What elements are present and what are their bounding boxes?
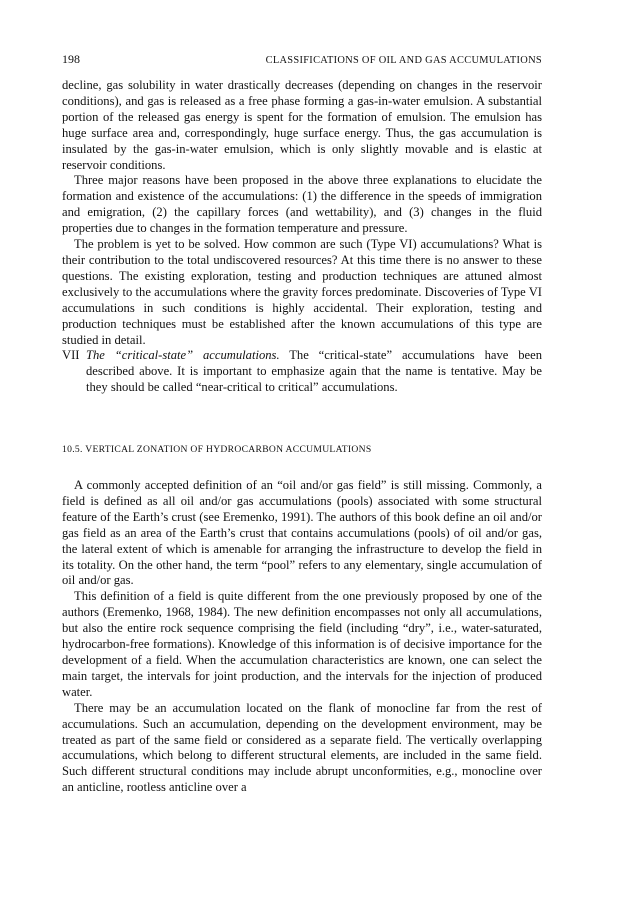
- list-item-body: [86, 348, 542, 396]
- paragraph: This definition of a field is quite different from the one previously proposed by one of the authors (Eremenko, 1968, 1984). The new definition encompasses not only all accumulations, but also the entire rock sequence comprising the field (including “dry”, i.e., water-saturated, hydrocarbon-free formations). Knowledge of this information is of decisive importance for the development of a field. When the accumulation characteristics are known, one can select the main target, the intervals for joint production, and the intervals for the injection of produced water.: [62, 589, 542, 699]
- list-item-vii: [62, 348, 542, 396]
- paragraph: The problem is yet to be solved. How common are such (Type VI) accumulations? What is their contribution to the total undiscovered resources? At this time there is no answer to these questions. The existing exploration, testing and production techniques are attuned almost exclusively to the accumulations where the gravity forces predominate. Discoveries of Type VI accumulations in such conditions is highly accidental. Their exploration, testing and production techniques must be established after the known accumulations of this type are studied in detail.: [62, 237, 542, 347]
- list-item-number: VII: [62, 348, 80, 363]
- section-heading: 10.5. VERTICAL ZONATION OF HYDROCARBON ACCUMULATIONS: [62, 444, 372, 456]
- paragraph: decline, gas solubility in water drastically decreases (depending on changes in the reservoir conditions), and gas is released as a free phase forming a gas-in-water emulsion. A substantial portion of the released gas energy is spent for the formation of emulsion. The emulsion has huge surface area and, correspondingly, huge surface energy. Thus, the gas accumulation is insulated by the gas-in-water emulsion, which is only slightly movable and is elastic at reservoir conditions.: [62, 78, 542, 172]
- list-item-title: The “critical-state” accumulations.: [86, 348, 280, 363]
- page-number: 198: [62, 52, 80, 66]
- list-item-text: The “critical-state” accumulations have been described above. It is important to emphasize again that the name is tentative. May be they should be called “near-critical to critical” accumulations.: [86, 348, 542, 395]
- page: [62, 52, 542, 796]
- paragraph: Three major reasons have been proposed in the above three explanations to elucidate the formation and existence of the accumulations: (1) the difference in the speeds of immigration and emigration, (2) the capillary forces (and wettability), and (3) changes in the fluid properties due to changes in the formation temperature and pressure.: [62, 173, 542, 236]
- paragraph: There may be an accumulation located on the flank of monocline far from the rest of accumulations. Such an accumulation, depending on the development environment, may be treated as part of the same field or considered as a separate field. The vertically overlapping accumulations, which belong to different structural elements, are included in the same field. Such different structural conditions may include abrupt unconformities, e.g., monocline over an anticline, rootless anticline over a: [62, 700, 542, 795]
- running-title: CLASSIFICATIONS OF OIL AND GAS ACCUMULATIONS: [265, 55, 542, 66]
- paragraph: A commonly accepted definition of an “oil and/or gas field” is still missing. Commonly, a field is defined as all oil and/or gas accumulations (pools) associated with some structural feature of the Earth’s crust (see Eremenko, 1991). The authors of this book define an oil and/or gas field as an area of the Earth’s crust that contains accumulations (pools) of oil and/or gas, the lateral extent of which is amenable for arranging the infrastructure to develop the field in its totality. On the other hand, the term “pool” refers to any elementary, single accumulation of oil and/or gas.: [62, 478, 542, 588]
- running-header: [62, 52, 542, 68]
